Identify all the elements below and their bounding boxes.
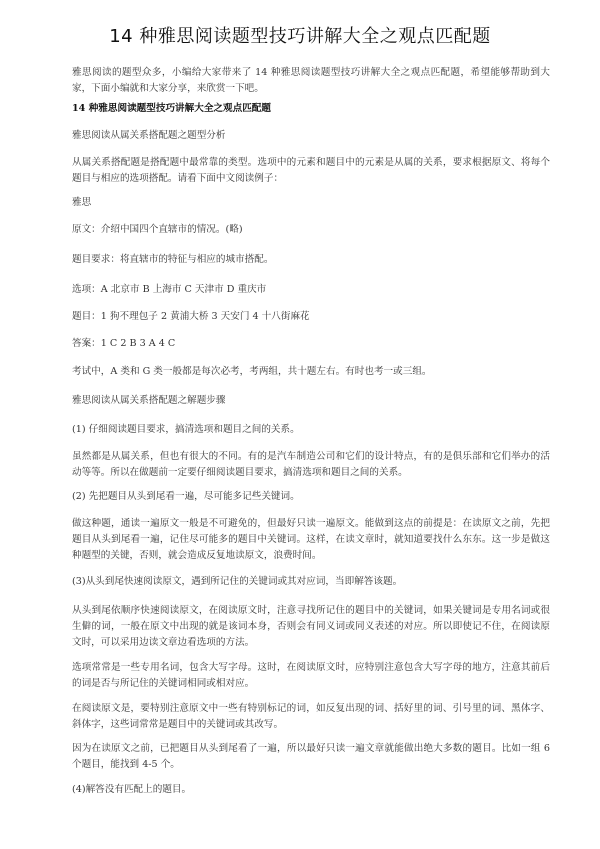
step-3-summary: 因为在读原文之前，已把题目从头到尾看了一遍，所以最好只读一遍文章就能做出绝大多数的题目。比如一组 6 个题目，能找到 4-5 个。: [72, 743, 550, 770]
example-options: 选项：A 北京市 B 上海市 C 天津市 D 重庆市: [72, 284, 267, 295]
step-3-options-note: 选项常常是一些专用名词，包含大写字母。这时，在阅读原文时，应特别注意包含大写字母的地方，注意其前后的词是否与所记住的关键词相同或相对应。: [72, 662, 550, 689]
paragraph-type-description: 从属关系搭配题是搭配题中最常靠的类型。选项中的元素和题目中的元素是从属的关系，要求根据原文、将每个题目与相应的选项搭配。请看下面中文阅读例子：: [72, 157, 550, 184]
step-3-heading: (3)从头到尾快速阅读原文，遇到所记住的关键词或其对应词，当即解答该题。: [72, 576, 403, 587]
example-source: 原文：介绍中国四个直辖市的情况。(略): [72, 224, 243, 235]
section-heading: 14 种雅思阅读题型技巧讲解大全之观点匹配题: [72, 103, 271, 114]
step-2-heading: (2) 先把题目从头到尾看一遍，尽可能多记些关键词。: [72, 491, 300, 502]
step-2-body: 做这种题，通读一遍原文一般是不可避免的，但最好只读一遍原文。能做到这点的前提是：在读原文之前，先把题目从头到尾看一遍，记住尽可能多的题目中关键词。这样，在读文章时，就知道要找什么东东。这一步是做这种题型的关键，否则，就会造成反复地读原文，浪费时间。: [72, 518, 550, 561]
step-4-heading: (4)解答没有匹配上的题目。: [72, 784, 192, 795]
page-title: 14 种雅思阅读题型技巧讲解大全之观点匹配题: [109, 26, 491, 47]
example-requirement: 题目要求：将直辖市的特征与相应的城市搭配。: [72, 254, 274, 265]
step-1-body: 虽然都是从属关系，但也有很大的不同。有的是汽车制造公司和它们的设计特点，有的是俱乐部和它们举办的活动等等。所以在做题前一定要仔细阅读题目要求，搞清选项和题目之间的关系。: [72, 451, 550, 478]
step-1-heading: (1) 仔细阅读题目要求，搞清选项和题目之间的关系。: [72, 424, 300, 435]
example-label: 雅思: [72, 197, 92, 208]
intro-paragraph: 雅思阅读的题型众多，小编给大家带来了 14 种雅思阅读题型技巧讲解大全之观点匹配题，希望能够帮助到大家，下面小编就和大家分享，来欣赏一下吧。: [72, 67, 550, 94]
subheading-analysis: 雅思阅读从属关系搭配题之题型分析: [72, 130, 226, 141]
example-answers: 答案：1 C 2 B 3 A 4 C: [72, 338, 176, 349]
exam-frequency-note: 考试中，A 类和 G 类一般都是每次必考，考两组，共十题左右。有时也考一或三组。: [72, 366, 432, 377]
subheading-steps: 雅思阅读从属关系搭配题之解题步骤: [72, 395, 226, 406]
step-3-body: 从头到尾依顺序快速阅读原文，在阅读原文时，注意寻找所记住的题目中的关键词，如果关键词是专用名词或很生僻的词，一般在原文中出现的就是该词本身，否则会有同义词或同义表述的对应。所以即使记不住，在阅读原文时，可以采用边读文章边看选项的方法。: [72, 605, 550, 648]
example-questions: 题目：1 狗不理包子 2 黄浦大桥 3 天安门 4 十八街麻花: [72, 311, 310, 322]
step-3-marked-words-note: 在阅读原文是，要特别注意原文中一些有特别标记的词，如反复出现的词、括好里的词、引号里的词、黑体字、斜体字，这些词常常是题目中的关键词或其改写。: [72, 703, 550, 730]
